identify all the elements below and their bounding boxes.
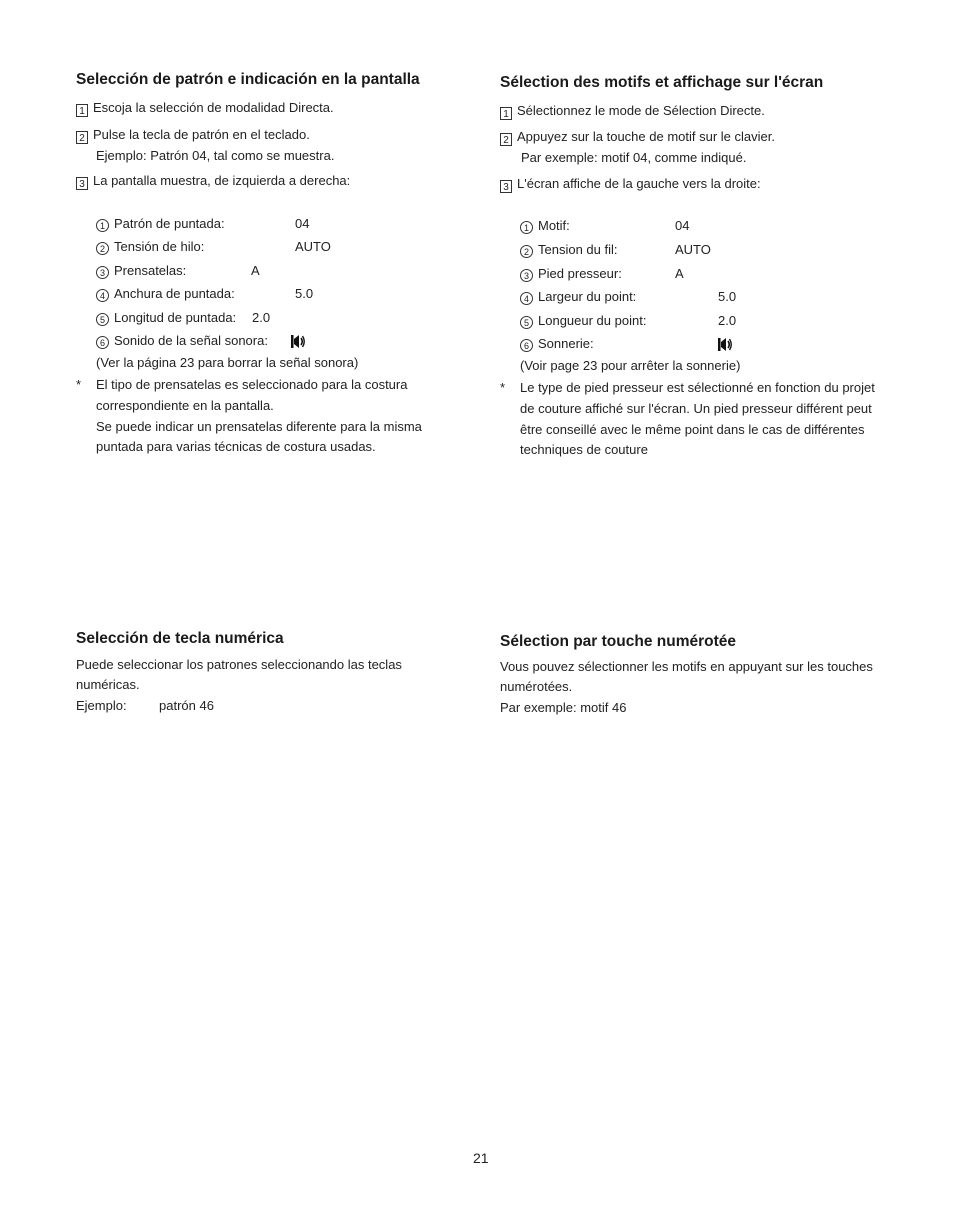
es-step-3 bbox=[76, 170, 350, 191]
circled-number: 4 bbox=[96, 289, 109, 302]
fr-display-item-5 bbox=[520, 311, 646, 331]
fr-display-item-1 bbox=[520, 216, 570, 236]
circled-number: 2 bbox=[520, 245, 533, 258]
fr-step-2-text: Appuyez sur la touche de motif sur le clavier. bbox=[517, 129, 775, 144]
circled-number: 4 bbox=[520, 292, 533, 305]
es-example: Ejemplo: Patrón 04, tal como se muestra. bbox=[96, 148, 335, 163]
fr-step-3 bbox=[500, 173, 761, 194]
display-label: Tension du fil: bbox=[538, 242, 618, 257]
step-number-box: 3 bbox=[500, 180, 512, 193]
fr-display-value-1: 04 bbox=[675, 218, 690, 233]
es-numeric-title: Selección de tecla numérica bbox=[76, 630, 284, 647]
es-step-2-text: Pulse la tecla de patrón en el teclado. bbox=[93, 127, 310, 142]
es-section-title: Selección de patrón e indicación en la pantalla bbox=[76, 71, 420, 88]
step-number-box: 3 bbox=[76, 177, 88, 190]
step-number-box: 1 bbox=[76, 104, 88, 117]
circled-number: 1 bbox=[520, 221, 533, 234]
es-step-2 bbox=[76, 124, 310, 145]
es-display-value-5: 2.0 bbox=[252, 310, 271, 325]
circled-number: 3 bbox=[520, 269, 533, 282]
fr-example: Par exemple: motif 04, comme indiqué. bbox=[521, 150, 747, 165]
es-bullet-line-4: puntada para varias técnicas de costura usadas. bbox=[96, 439, 376, 454]
circled-number: 6 bbox=[96, 336, 109, 349]
es-step-1-text: Escoja la selección de modalidad Directa. bbox=[93, 100, 334, 115]
fr-numeric-title: Sélection par touche numérotée bbox=[500, 633, 736, 650]
es-step-1 bbox=[76, 97, 334, 118]
fr-display-item-3 bbox=[520, 264, 622, 284]
es-display-item-2 bbox=[96, 237, 204, 257]
es-numeric-example-value: patrón 46 bbox=[159, 698, 214, 713]
display-label: Longueur du point: bbox=[538, 313, 647, 328]
es-display-item-4 bbox=[96, 284, 235, 304]
fr-numeric-line-1: Vous pouvez sélectionner les motifs en appuyant sur les touches bbox=[500, 659, 873, 674]
circled-number: 2 bbox=[96, 242, 109, 255]
display-label: Sonnerie: bbox=[538, 336, 594, 351]
step-number-box: 2 bbox=[500, 133, 512, 146]
display-label: Patrón de puntada: bbox=[114, 216, 225, 231]
fr-bullet-line-2: de couture affiché sur l'écran. Un pied presseur différent peut bbox=[520, 401, 872, 416]
es-step-3-text: La pantalla muestra, de izquierda a derecha: bbox=[93, 173, 351, 188]
es-display-value-2: AUTO bbox=[295, 239, 331, 254]
step-number-box: 2 bbox=[76, 131, 88, 144]
es-numeric-line-2: numéricas. bbox=[76, 677, 140, 692]
fr-numeric-line-3: Par exemple: motif 46 bbox=[500, 700, 627, 715]
es-display-item-1 bbox=[96, 214, 225, 234]
fr-note: (Voir page 23 pour arrêter la sonnerie) bbox=[520, 358, 741, 373]
fr-display-value-4: 5.0 bbox=[718, 289, 737, 304]
fr-bullet-mark: * bbox=[500, 380, 506, 395]
fr-display-value-3: A bbox=[675, 266, 684, 281]
fr-section-title: Sélection des motifs et affichage sur l'écran bbox=[500, 74, 824, 91]
fr-step-2 bbox=[500, 126, 775, 147]
es-note: (Ver la página 23 para borrar la señal sonora) bbox=[96, 355, 359, 370]
display-label: Prensatelas: bbox=[114, 263, 187, 278]
fr-display-item-6 bbox=[520, 334, 594, 354]
fr-bullet-line-3: être conseillé avec le même point dans le cas de différentes bbox=[520, 422, 865, 437]
display-label: Tensión de hilo: bbox=[114, 239, 205, 254]
display-label: Longitud de puntada: bbox=[114, 310, 237, 325]
circled-number: 3 bbox=[96, 266, 109, 279]
circled-number: 5 bbox=[520, 316, 533, 329]
es-display-value-1: 04 bbox=[295, 216, 310, 231]
fr-step-1-text: Sélectionnez le mode de Sélection Directe. bbox=[517, 103, 765, 118]
es-numeric-line-1: Puede seleccionar los patrones seleccionando las teclas bbox=[76, 657, 402, 672]
step-number-box: 1 bbox=[500, 107, 512, 120]
es-bullet-line-1: El tipo de prensatelas es seleccionado para la costura bbox=[96, 377, 408, 392]
speaker-icon bbox=[717, 336, 733, 354]
fr-display-item-4 bbox=[520, 287, 636, 307]
circled-number: 6 bbox=[520, 339, 533, 352]
fr-step-1 bbox=[500, 100, 765, 121]
es-display-value-3: A bbox=[251, 263, 260, 278]
fr-step-3-text: L'écran affiche de la gauche vers la droite: bbox=[517, 176, 761, 191]
circled-number: 1 bbox=[96, 219, 109, 232]
es-display-item-6 bbox=[96, 331, 268, 351]
fr-display-item-2 bbox=[520, 240, 618, 260]
fr-display-value-5: 2.0 bbox=[718, 313, 737, 328]
es-numeric-example-label: Ejemplo: bbox=[76, 698, 127, 713]
fr-bullet-line-1: Le type de pied presseur est sélectionné en fonction du projet bbox=[520, 380, 875, 395]
es-bullet-mark: * bbox=[76, 377, 82, 392]
es-bullet-line-2: correspondiente en la pantalla. bbox=[96, 398, 274, 413]
speaker-icon bbox=[290, 333, 306, 351]
es-bullet-line-3: Se puede indicar un prensatelas diferente para la misma bbox=[96, 419, 422, 434]
display-label: Sonido de la señal sonora: bbox=[114, 333, 268, 348]
fr-bullet-line-4: techniques de couture bbox=[520, 442, 648, 457]
display-label: Anchura de puntada: bbox=[114, 286, 235, 301]
circled-number: 5 bbox=[96, 313, 109, 326]
fr-numeric-line-2: numérotées. bbox=[500, 679, 573, 694]
page-number: 21 bbox=[473, 1150, 489, 1166]
fr-display-value-2: AUTO bbox=[675, 242, 711, 257]
es-display-item-5 bbox=[96, 308, 236, 328]
display-label: Pied presseur: bbox=[538, 266, 622, 281]
es-display-item-3 bbox=[96, 261, 186, 281]
es-display-value-4: 5.0 bbox=[295, 286, 314, 301]
display-label: Largeur du point: bbox=[538, 289, 637, 304]
display-label: Motif: bbox=[538, 218, 570, 233]
